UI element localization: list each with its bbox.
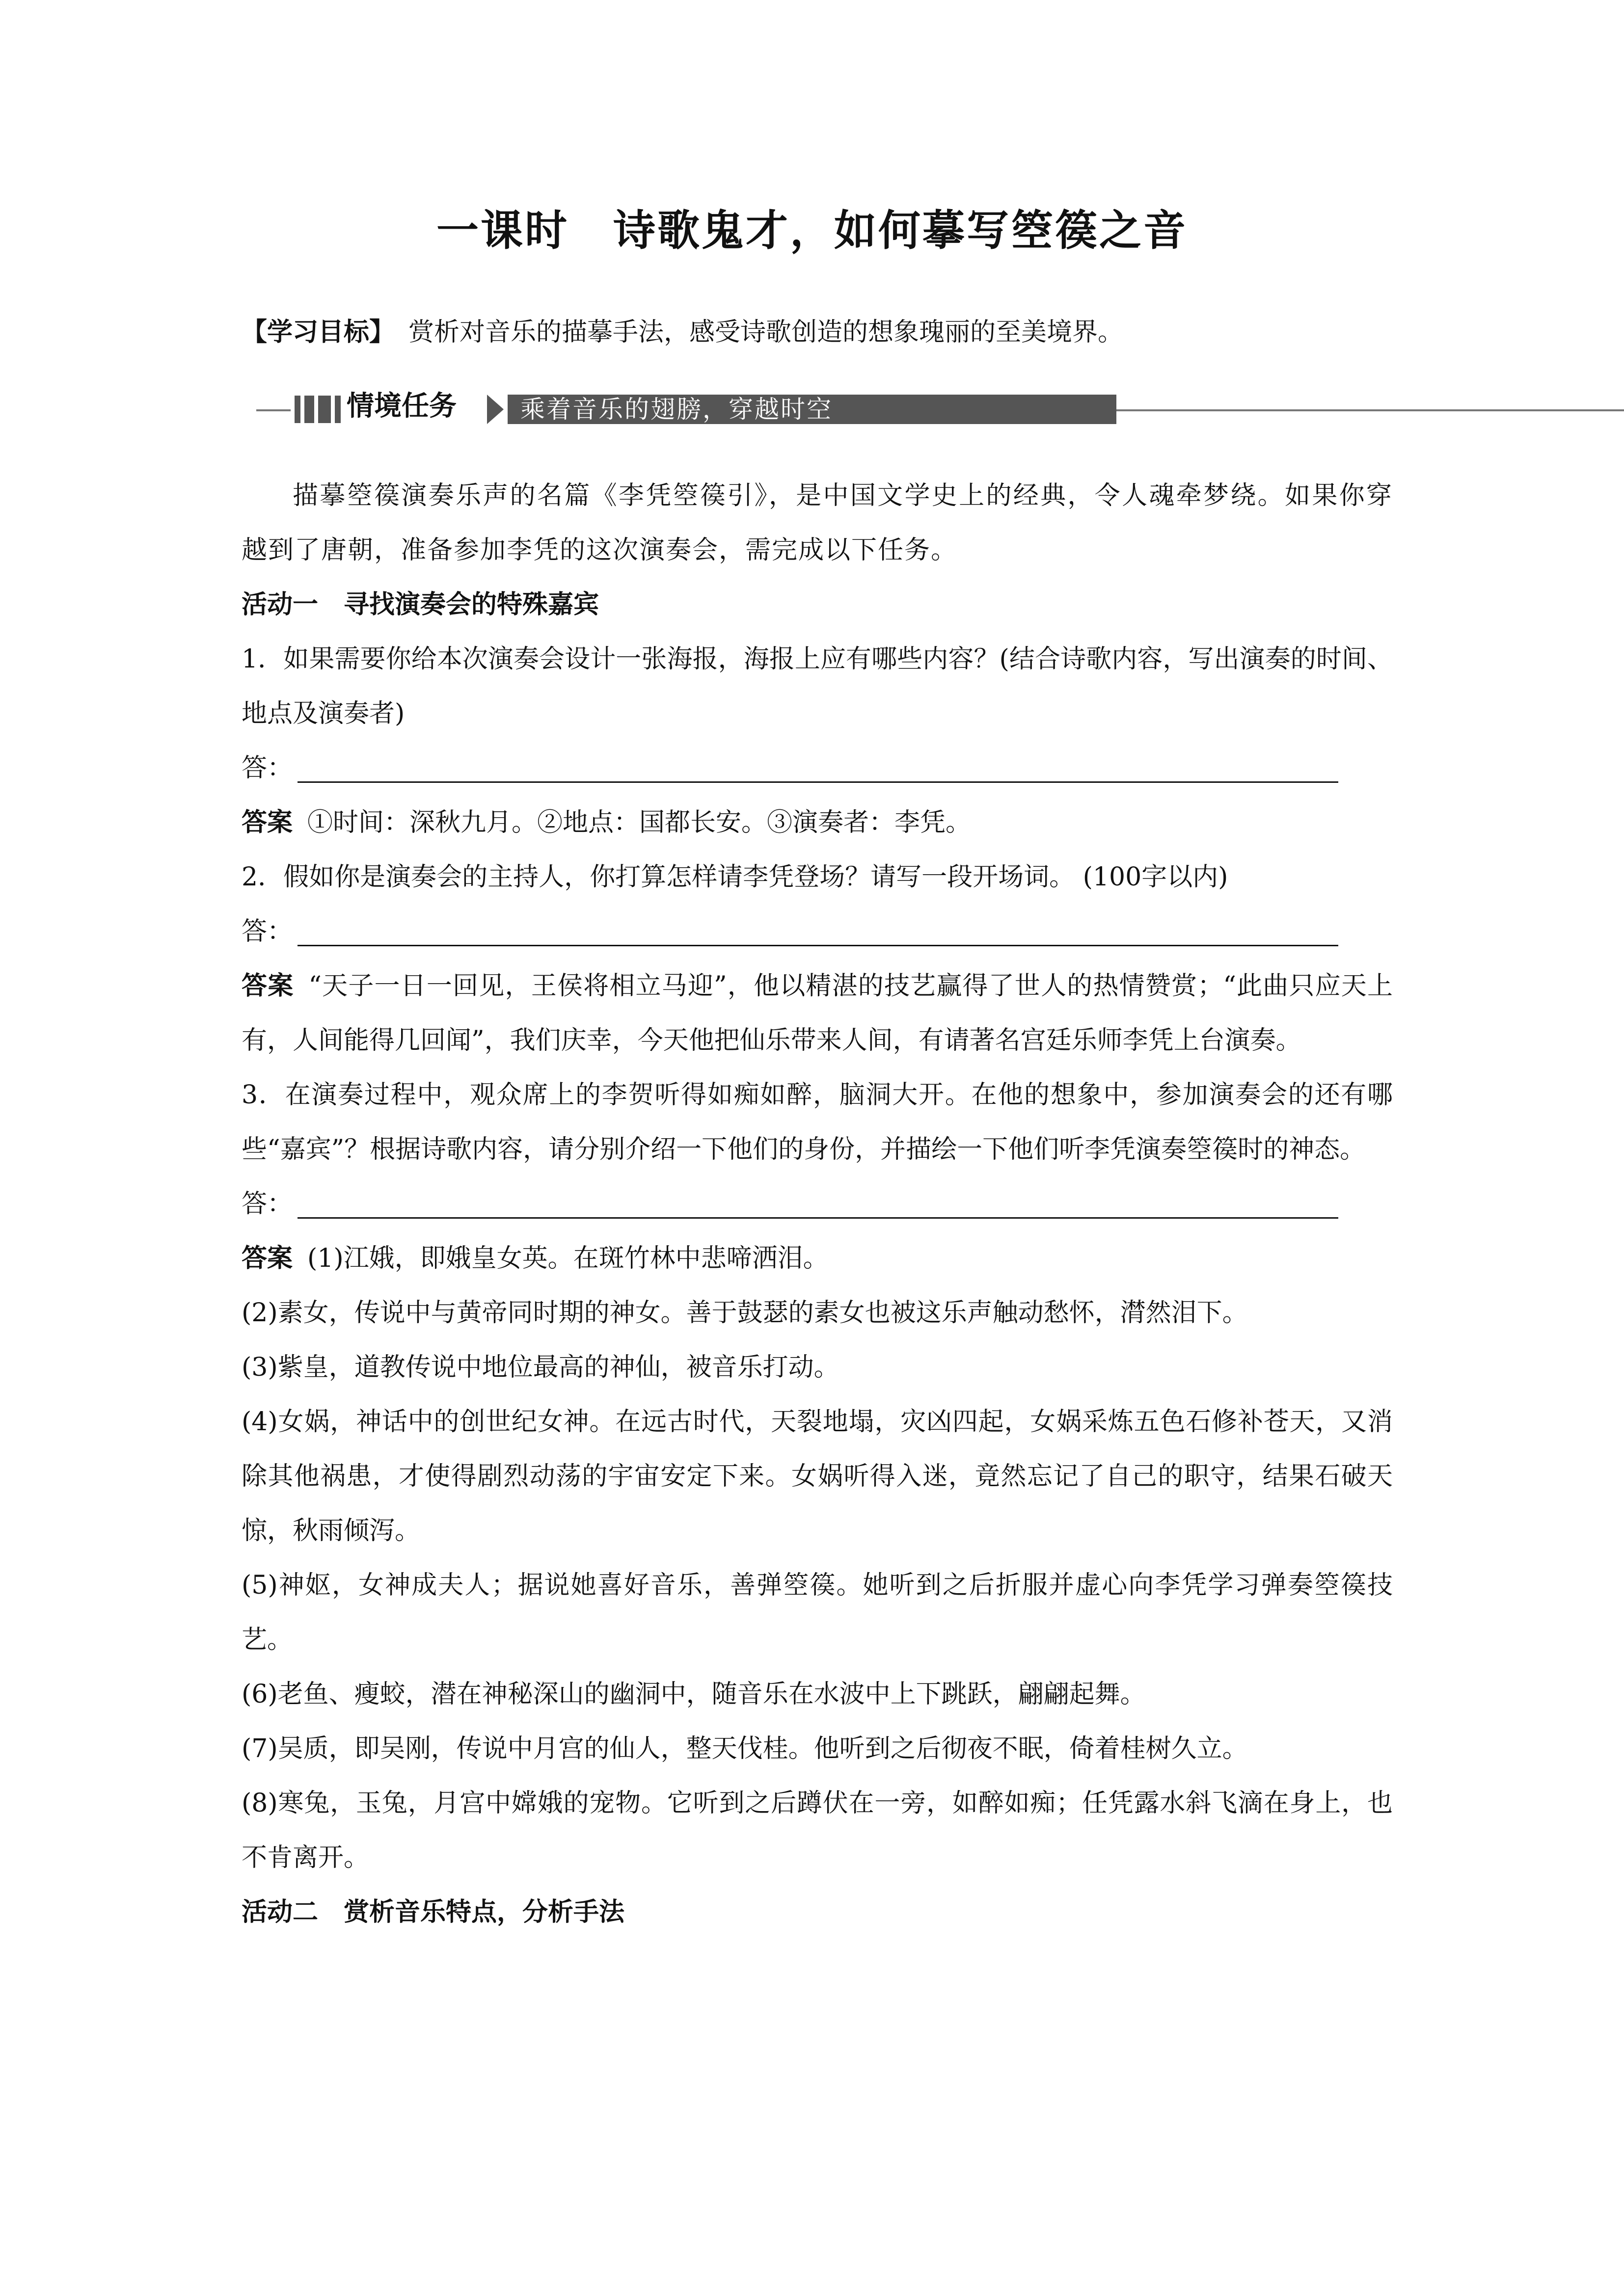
answer-3-item: (5)神妪，女神成夫人；据说她喜好音乐，善弹箜篌。她听到之后折服并虚心向李凭学习弹奏箜篌技艺。 — [242, 1571, 1393, 1655]
answer-3-item: (7)吴质，即吴刚，传说中月宫的仙人，整天伐桂。他听到之后彻夜不眠，倚着桂树久立。 — [242, 1734, 1248, 1763]
answer-2-text: “天子一日一回见，王侯将相立马迎”，他以精湛的技艺赢得了世人的热情赞赏；“此曲只应天上有，人间能得几回闻”，我们庆幸，今天他把仙乐带来人间，有请著名宫廷乐师李凭上台演奏。 — [242, 971, 1393, 1055]
question-2: 2．假如你是演奏会的主持人，你打算怎样请李凭登场？请写一段开场词。 (100字以内) — [242, 862, 1228, 892]
answer-line-1[interactable] — [242, 741, 1393, 796]
answer-2 — [242, 959, 1393, 1068]
answer-3-item: (3)紫皇，道教传说中地位最高的神仙，被音乐打动。 — [242, 1353, 839, 1382]
objective-text: 赏析对音乐的描摹手法，感受诗歌创造的想象瑰丽的至美境界。 — [408, 318, 1124, 347]
answer-blank[interactable] — [298, 1217, 1338, 1219]
answer-3-item: (4)女娲，神话中的创世纪女神。在远古时代，天裂地塌，灾凶四起，女娲采炼五色石修补苍天，又消除其他祸患，才使得剧烈动荡的宇宙安定下来。女娲听得入迷，竟然忘记了自己的职守，结果石破天惊，秋雨倾泻。 — [242, 1407, 1393, 1546]
answer-line-2[interactable] — [242, 905, 1393, 959]
answer-3-item: (8)寒兔，玉兔，月宫中嫦娥的宠物。它听到之后蹲伏在一旁，如醉如痴；任凭露水斜飞滴在身上，也不肯离开。 — [242, 1789, 1393, 1872]
answer-label: 答案 — [242, 971, 294, 1001]
answer-3-item: (2)素女，传说中与黄帝同时期的神女。善于鼓瑟的素女也被这乐声触动愁怀，潸然泪下。 — [242, 1298, 1248, 1328]
task-banner — [242, 385, 1390, 429]
page-title: 一课时 诗歌鬼才，如何摹写箜篌之音 — [436, 206, 1188, 255]
answer-3 — [242, 1231, 1393, 1286]
banner-label: 情境任务 — [347, 390, 457, 422]
banner-rule-left — [256, 409, 291, 411]
answer-3-text: (1)江娥，即娥皇女英。在斑竹林中悲啼洒泪。 — [307, 1244, 829, 1273]
answer-1 — [242, 796, 1393, 850]
answer-blank[interactable] — [298, 781, 1338, 783]
question-1: 1．如果需要你给本次演奏会设计一张海报，海报上应有哪些内容？(结合诗歌内容，写出演奏的时间、地点及演奏者) — [242, 644, 1393, 728]
answer-label: 答案 — [242, 1244, 293, 1273]
banner-rule-right — [1116, 409, 1624, 411]
answer-label: 答案 — [242, 808, 293, 837]
answer-1-text: ①时间：深秋九月。②地点：国都长安。③演奏者：李凭。 — [307, 808, 972, 837]
answer-prompt: 答： — [242, 753, 293, 783]
activity-two-heading: 活动二 赏析音乐特点，分析手法 — [242, 1897, 625, 1927]
answer-prompt: 答： — [242, 917, 293, 946]
answer-line-3[interactable] — [242, 1177, 1393, 1231]
learning-objective — [242, 317, 1390, 347]
answer-prompt: 答： — [242, 1189, 293, 1219]
banner-subtitle: 乘着音乐的翅膀，穿越时空 — [508, 395, 1116, 424]
answer-blank[interactable] — [298, 945, 1338, 946]
activity-one-heading: 活动一 寻找演奏会的特殊嘉宾 — [242, 590, 599, 619]
banner-arrow-icon — [487, 395, 504, 424]
question-3: 3．在演奏过程中，观众席上的李贺听得如痴如醉，脑洞大开。在他的想象中，参加演奏会的还有哪些“嘉宾”？根据诗歌内容，请分别介绍一下他们的身份，并描绘一下他们听李凭演奏箜篌时的神态。 — [242, 1080, 1393, 1164]
main-content — [242, 469, 1393, 1940]
objective-tag: 【学习目标】 — [242, 318, 395, 347]
answer-3-item: (6)老鱼、瘦蛟，潜在神秘深山的幽洞中，随音乐在水波中上下跳跃，翩翩起舞。 — [242, 1680, 1146, 1709]
intro-paragraph: 描摹箜篌演奏乐声的名篇《李凭箜篌引》，是中国文学史上的经典，令人魂牵梦绕。如果你穿越到了唐朝，准备参加李凭的这次演奏会，需完成以下任务。 — [242, 481, 1393, 565]
